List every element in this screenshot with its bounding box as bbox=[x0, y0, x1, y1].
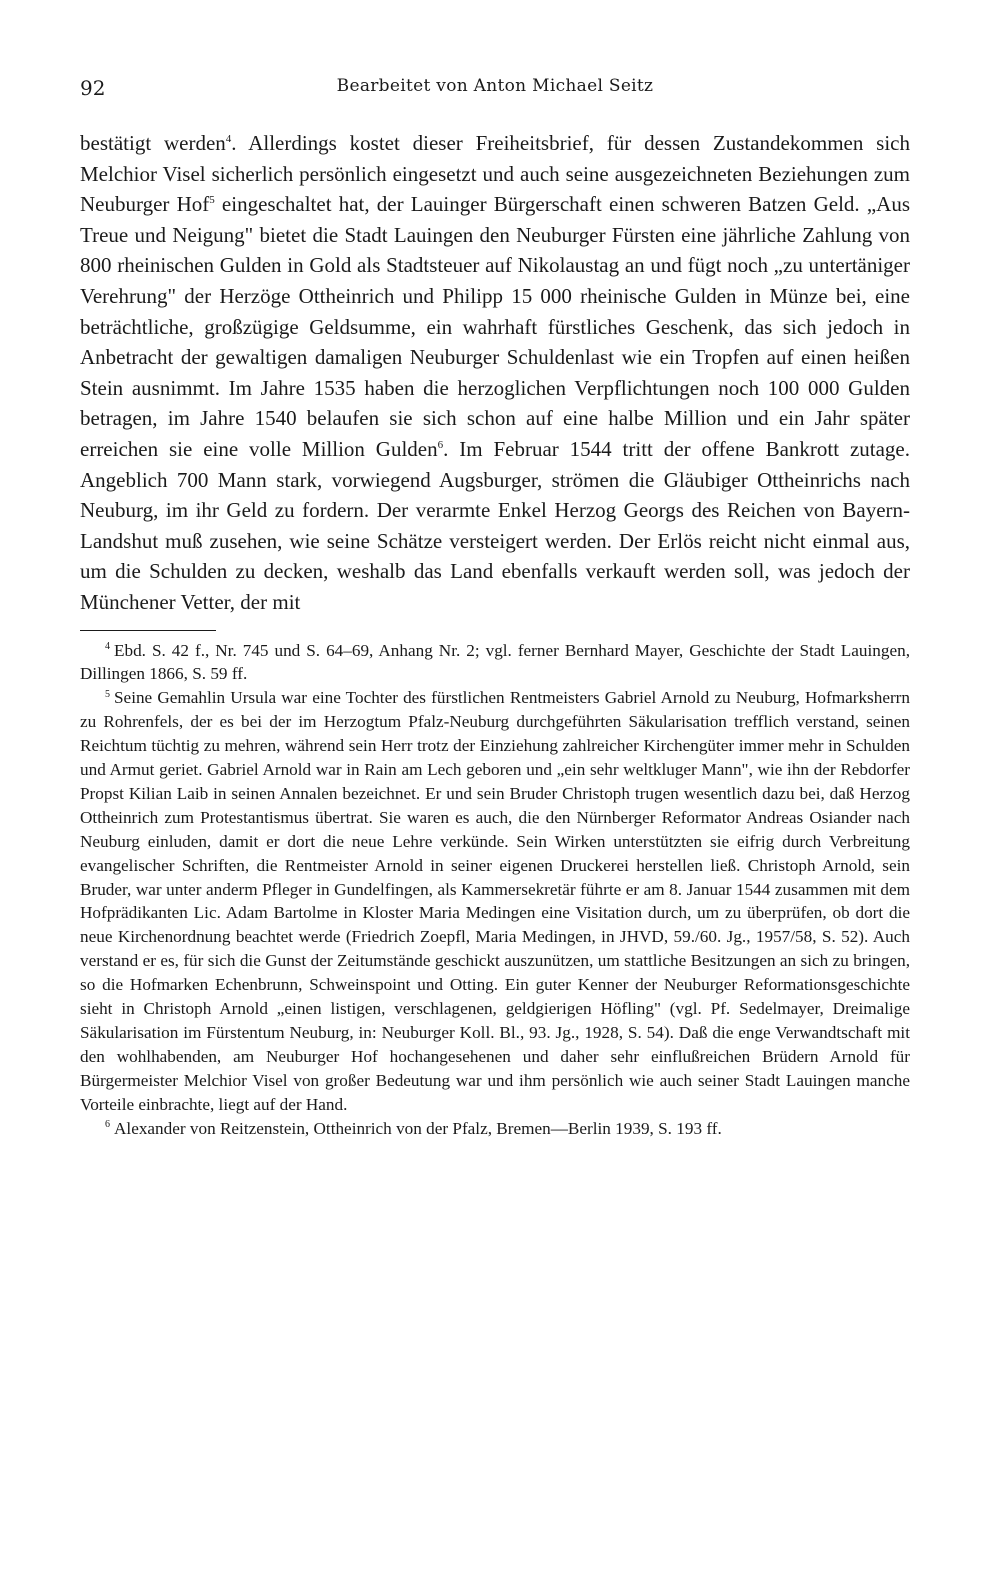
footnote-mark: 6 bbox=[105, 1118, 110, 1130]
page-number: 92 bbox=[80, 76, 106, 100]
footnote bbox=[80, 639, 910, 687]
body-text-segment: bestätigt werden bbox=[80, 131, 226, 155]
footnote-mark: 4 bbox=[105, 640, 110, 652]
footnote-reference[interactable]: 4 bbox=[225, 133, 232, 145]
footnote-reference[interactable]: 6 bbox=[437, 438, 444, 451]
page-header bbox=[80, 76, 910, 106]
running-head: Bearbeitet von Anton Michael Seitz bbox=[336, 76, 654, 96]
book-page bbox=[80, 76, 910, 1141]
body-text-segment: . Im Februar 1544 tritt der offene Bankrott zutage. Angeblich 700 Mann stark, vorwiegend Augsburger, strömen die Gläubiger Ottheinrichs nach Neuburg, im ihr Geld zu fordern. Der verarmte Enkel Herzog Georgs des Reichen von Bayern-Landshut muß zusehen, wie seine Schätze versteigert werden. Der Erlös reicht nicht einmal aus, um die Schulden zu decken, weshalb das Land ebenfalls verkauft werden soll, was jedoch der Münchener Vetter, der mit bbox=[80, 436, 910, 614]
footnote bbox=[80, 686, 910, 1116]
body-text-segment: eingeschaltet hat, der Lauinger Bürgerschaft einen schweren Batzen Geld. „Aus Treue und Neigung" bietet die Stadt Lauingen den Neuburger Fürsten eine jährliche Zahlung von 800 rheinischen Gulden in Gold als Stadtsteuer auf Nikolaustag an und fügt noch „zu untertäniger Verehrung" der Herzöge Ottheinrich und Philipp 15 000 rheinische Gulden in Münze bei, eine beträchtliche, großzügige Geldsumme, ein wahrhaft fürstliches Geschenk, das sich jedoch in Anbetracht der gewaltigen damaligen Neuburger Schuldenlast wie ein Tropfen auf einen heißen Stein ausnimmt. Im Jahre 1535 haben die herzoglichen Verpflichtungen noch 100 000 Gulden betragen, im Jahre 1540 belaufen sie sich schon auf eine halbe Million und ein Jahr später erreichen sie eine volle Million Gulden bbox=[80, 192, 910, 461]
footnote bbox=[80, 1117, 910, 1141]
main-paragraph bbox=[80, 128, 910, 618]
footnote-divider bbox=[80, 630, 216, 631]
footnote-text: Alexander von Reitzenstein, Ottheinrich von der Pfalz, Bremen—Berlin 1939, S. 193 ff. bbox=[114, 1118, 722, 1138]
footnote-mark: 5 bbox=[105, 688, 110, 700]
footnote-text: Ebd. S. 42 f., Nr. 745 und S. 64–69, Anhang Nr. 2; vgl. ferner Bernhard Mayer, Geschichte der Stadt Lauingen, Dillingen 1866, S. 59 ff. bbox=[80, 640, 910, 684]
footnote-reference[interactable]: 5 bbox=[209, 194, 215, 207]
footnote-text: Seine Gemahlin Ursula war eine Tochter des fürstlichen Rentmeisters Gabriel Arnold zu Neuburg, Hofmarksherrn zu Rohrenfels, der es bei der im Herzogtum Pfalz-Neuburg durchgeführten Säkularisation trefflich verstand, seinen Reichtum tüchtig zu mehren, während sein Herr trotz der Einziehung zahlreicher Kirchengüter immer mehr in Schulden und Armut geriet. Gabriel Arnold war in Rain am Lech geboren und „ein sehr weltkluger Mann", wie ihn der Rebdorfer Propst Kilian Laib in seinen Annalen bezeichnet. Er und sein Bruder Christoph trugen wesentlich dazu bei, daß Herzog Ottheinrich zum Protestantismus übertrat. Sie waren es auch, die den Nürnberger Reformator Andreas Osiander nach Neuburg einluden, damit er dort die neue Lehre verkünde. Sein Wirken unterstützten sie eifrig durch Verbreitung evangelischer Schriften, die Rentmeister Arnold in seiner eigenen Druckerei herstellen ließ. Christoph Arnold, sein Bruder, war unter anderm Pfleger in Gundelfingen, als Kammersekretär führte er am 8. Januar 1544 zusammen mit dem Hofprädikanten Lic. Adam Bartolme in Kloster Maria Medingen eine Visitation durch, um zu überprüfen, ob dort die neue Kirchenordnung beachtet werde (Friedrich Zoepfl, Maria Medingen, in JHVD, 59./60. Jg., 1957/58, S. 52). Auch verstand er es, für sich die Gunst der Zeitumstände geschickt auszunützen, um stattliche Besitzungen an sich zu bringen, so die Hofmarken Echenbrunn, Schweinspoint und Otting. Ein guter Kenner der Neuburger Reformationsgeschichte sieht in Christoph Arnold „einen listigen, verschlagenen, geldgierigen Höfling" (vgl. Pf. Sedelmayer, Dreimalige Säkularisation im Fürstentum Neuburg, in: Neuburger Koll. Bl., 93. Jg., 1928, S. 54). Daß die enge Verwandtschaft mit den wohlhabenden, am Neuburger Hof hochangesehenen und daher sehr einflußreichen Brüdern Arnold für Bürgermeister Melchior Visel von großer Bedeutung war und ihm persönlich wie auch seiner Stadt Lauingen manche Vorteile einbrachte, liegt auf der Hand. bbox=[80, 688, 910, 1114]
body-text-segment: . Allerdings kostet dieser Freiheitsbrief, für dessen Zustandekommen sich Melchior Visel sicherlich persönlich eingesetzt und auch seine ausgezeichneten Beziehungen zum Neuburger Hof bbox=[80, 131, 911, 217]
